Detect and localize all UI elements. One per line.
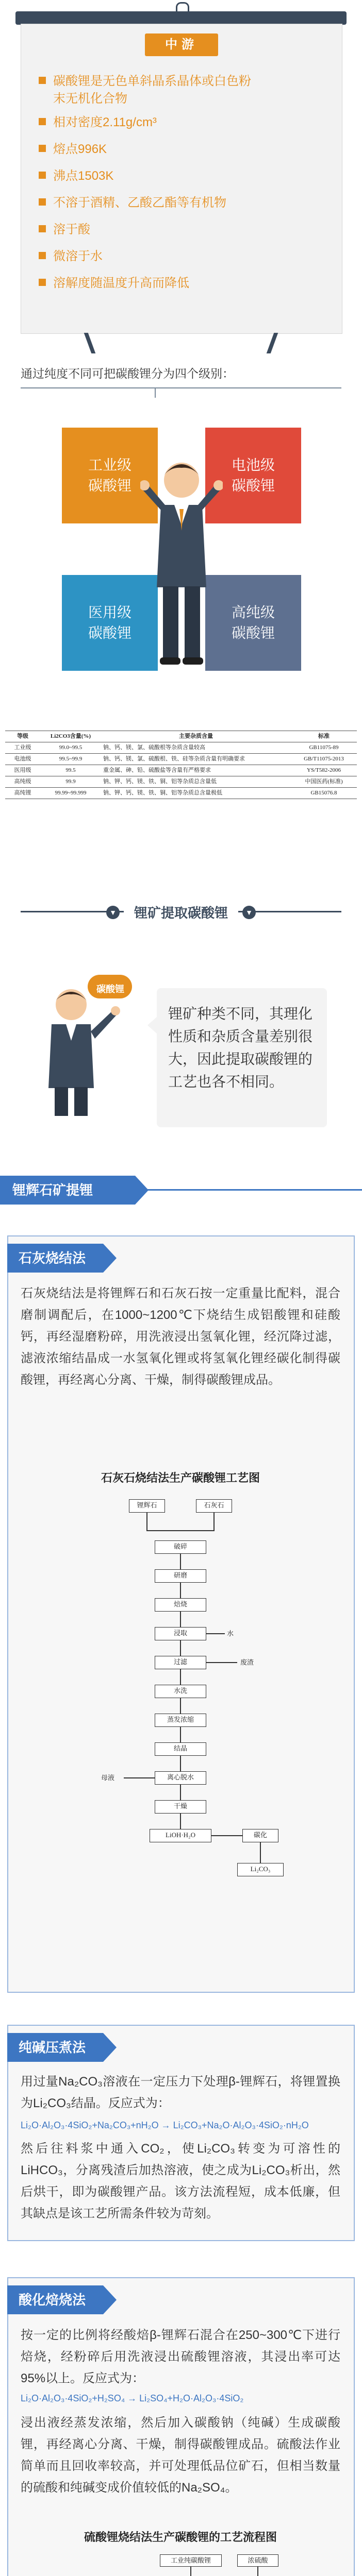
table-row: 高纯级 99.9 钠、钾、钙、镁、铁、铜、铝等杂质总含量低 中国医药(标准) [5,776,357,788]
flow-node: 石灰石 [196,1499,232,1513]
flow-node: 碳化 [242,1829,278,1842]
speech-bubble-text: 锂矿种类不同，其理化性质和杂质含量差别很大，因此提取碳酸锂的工艺也各不相同。 [168,1006,313,1090]
property-item: 相对密度2.11g/cm³ [39,114,157,131]
property-item: 溶于酸 [39,221,90,239]
midstream-title: 中游 [145,33,218,56]
flow-line [146,1530,215,1531]
speaker-badge: 碳酸锂 [96,984,124,994]
bullet-icon [39,118,46,125]
divider [21,387,341,388]
column-header: 主要杂质含量 [101,731,291,742]
table-header-row [5,731,357,742]
flow-node: 过滤 [155,1656,206,1669]
heading-arrow [103,1244,117,1273]
flow-node: 研磨 [155,1569,206,1583]
heading-arrow [103,2285,117,2314]
flow-line [257,2567,258,2576]
property-item: 不溶于酒精、乙酸乙酯等有机物 [39,194,226,212]
banner-arrow [135,1176,149,1205]
arrow-icon: ▼ [242,906,256,919]
table-row: 电池级 99.5~99.9 钠、钙、镁、氯、硫酸根、铁、硅等杂质含量有明确要求 GB/T11075-2013 [5,754,357,765]
property-item: 熔点996K [39,141,107,158]
flow-line [213,1513,215,1530]
flow-line [124,1777,155,1778]
flow-node: 浸取 [155,1627,206,1640]
flow-line [180,1583,181,1598]
column-header: 等级 [5,731,40,742]
grade-spec-table [5,731,357,799]
flow-line [180,1727,181,1742]
flow-node: 离心脱水 [155,1771,206,1785]
midstream-board [21,24,342,334]
property-item: 微溶于水 [39,248,103,265]
bullet-icon [39,198,46,206]
flow-line [146,1513,147,1530]
flow-node: 焙烧 [155,1598,206,1612]
flow-line [190,2567,191,2576]
table-row: 医用级 99.5 重金属、砷、铅、硫酸盐等含量有严格要求 YS/T582-2006 [5,765,357,776]
limestone-flow-title: 石灰石烧结法生产碳酸锂工艺图 [101,1471,260,1484]
arrow-icon: ▼ [106,906,120,919]
flow-line [180,1669,181,1685]
banner-line [135,1189,362,1191]
flow-line [206,1633,225,1634]
flow-line [180,1756,181,1771]
board-hook [176,2,189,14]
presenter-figure-icon [140,453,223,670]
bullet-icon [39,279,46,286]
flow-node: 破碎 [155,1540,206,1554]
flow-node: LiOH·H₂O [150,1829,211,1842]
flow-label: 母液 [101,1774,115,1782]
bullet-icon [39,252,46,259]
soda-text-2: 然后往料浆中通入CO₂，使Li₂CO₃转变为可溶性的LiHCO₃，分离残渣后加热溶液，使之成为Li₂CO₃析出，然后烘干，即为碳酸锂产品。该方法流程短，成本低廉，但其缺点是该工艺所需条件较为苛刻。 [21,2142,340,2221]
flow-node: 浓硫酸 [237,2554,278,2567]
flow-line [180,1698,181,1714]
bullet-icon [39,225,46,232]
flow-line [206,1662,237,1663]
grade-card-medical: 医用级 碳酸锂 [62,575,158,671]
column-header: Li2CO3含量(%) [40,731,101,742]
midstream-section [0,0,362,340]
property-item: 溶解度随温度升高而降低 [39,275,189,292]
property-item: 沸点1503K [39,167,113,185]
heading-arrow [103,2033,117,2062]
flow-line [260,1842,261,1863]
acid-heading: 酸化焙烧法 [7,2285,103,2314]
grade-card-industrial: 工业级 碳酸锂 [62,428,158,523]
property-item: 碳酸锂是无色单斜晶系晶体或白色粉 末无机化合物 [39,73,327,108]
flow-line [211,1835,242,1836]
flow-line [180,1612,181,1627]
acid-text-2: 浸出液经蒸发浓缩，然后加入碳酸钠（纯碱）生成碳酸锂，再经离心分离、干燥，制得碳酸锂成品。硫酸法作业简单而且回收率较高，并可处理低品位矿石，但相当数量的硫酸和纯碱变成价值较低的Na₂SO₄。 [21,2416,340,2495]
table-row: 高纯锂 99.99~99.999 钠、钾、钙、镁、铁、铜、铝等杂质总含量极低 GB15076.8 [5,788,357,799]
soda-text-1: 用过量Na₂CO₃溶液在一定压力下处理β-锂辉石，将锂置换为Li₂CO₃结晶。反应式为： [21,2075,340,2110]
flow-line [180,1554,181,1569]
flow-node: 结晶 [155,1742,206,1756]
acid-equation: Li₂O·Al₂O₃·4SiO₂+H₂SO₄ → Li₂SO₄+H₂O·Al₂O₃·4SiO₂ [21,2393,244,2403]
bullet-icon [39,172,46,179]
flow-node: Li₂CO₃ [237,1863,284,1876]
flow-line [180,1814,181,1829]
flow-label: 水 [227,1630,234,1637]
flow-node: 工业纯碳酸锂 [160,2554,222,2567]
board-leg [267,333,278,353]
flow-node: 蒸发浓缩 [155,1714,206,1727]
methods-title: 锂矿提取碳酸锂 [124,903,238,922]
flow-line [180,1640,181,1656]
flow-node: 水洗 [155,1685,206,1698]
speech-bubble-tail [147,1017,157,1033]
column-header: 标准 [291,731,357,742]
table-row: 工业级 99.0~99.5 钠、钙、镁、氯、硫酸根等杂质含量较高 GB11075-89 [5,742,357,754]
grade-card-battery: 电池级 碳酸锂 [205,428,301,523]
grades-intro: 通过纯度不同可把碳酸锂分为四个级别： [21,367,234,380]
grade-card-high-purity: 高纯级 碳酸锂 [205,575,301,671]
bullet-icon [39,145,46,152]
flow-node: 锂辉石 [129,1499,165,1513]
limestone-heading: 石灰烧结法 [7,1244,103,1273]
limestone-text: 石灰烧结法是将锂辉石和石灰石按一定重量比配料，混合磨制调配后，在1000~1200℃下烧结生成铝酸锂和硅酸钙，再经湿磨粉碎，用洗液浸出氢氧化锂，经沉降过滤，滤液浓缩结晶成一水氢氧化锂或将氢氧化锂经碳化制得碳酸锂，再经离心分离、干燥，制得碳酸锂成品。 [21,1286,340,1387]
spodumene-banner: 锂辉石矿提锂 [0,1176,135,1205]
speech-bubble [157,988,327,1127]
board-leg [84,333,96,353]
flow-node: 干燥 [155,1800,206,1814]
acid-flow-title: 硫酸锂烧结法生产碳酸锂的工艺流程图 [84,2531,277,2544]
divider-tick [155,387,156,398]
bullet-icon [39,77,46,84]
acid-text-1: 按一定的比例将经酸焙β-锂辉石混合在250~300℃下进行焙烧，经粉碎后用洗液浸出硫酸锂溶液，其浸出率可达95%以上。反应式为： [21,2328,340,2385]
flow-line [180,1785,181,1800]
soda-equation: Li₂O·Al₂O₃·4SiO₂+Na₂CO₃+nH₂O → Li₂CO₃+Na₂O·Al₂O₃·4SiO₂·nH₂O [21,2120,309,2130]
soda-heading: 纯碱压煮法 [7,2033,103,2062]
flow-label: 废渣 [240,1658,254,1666]
